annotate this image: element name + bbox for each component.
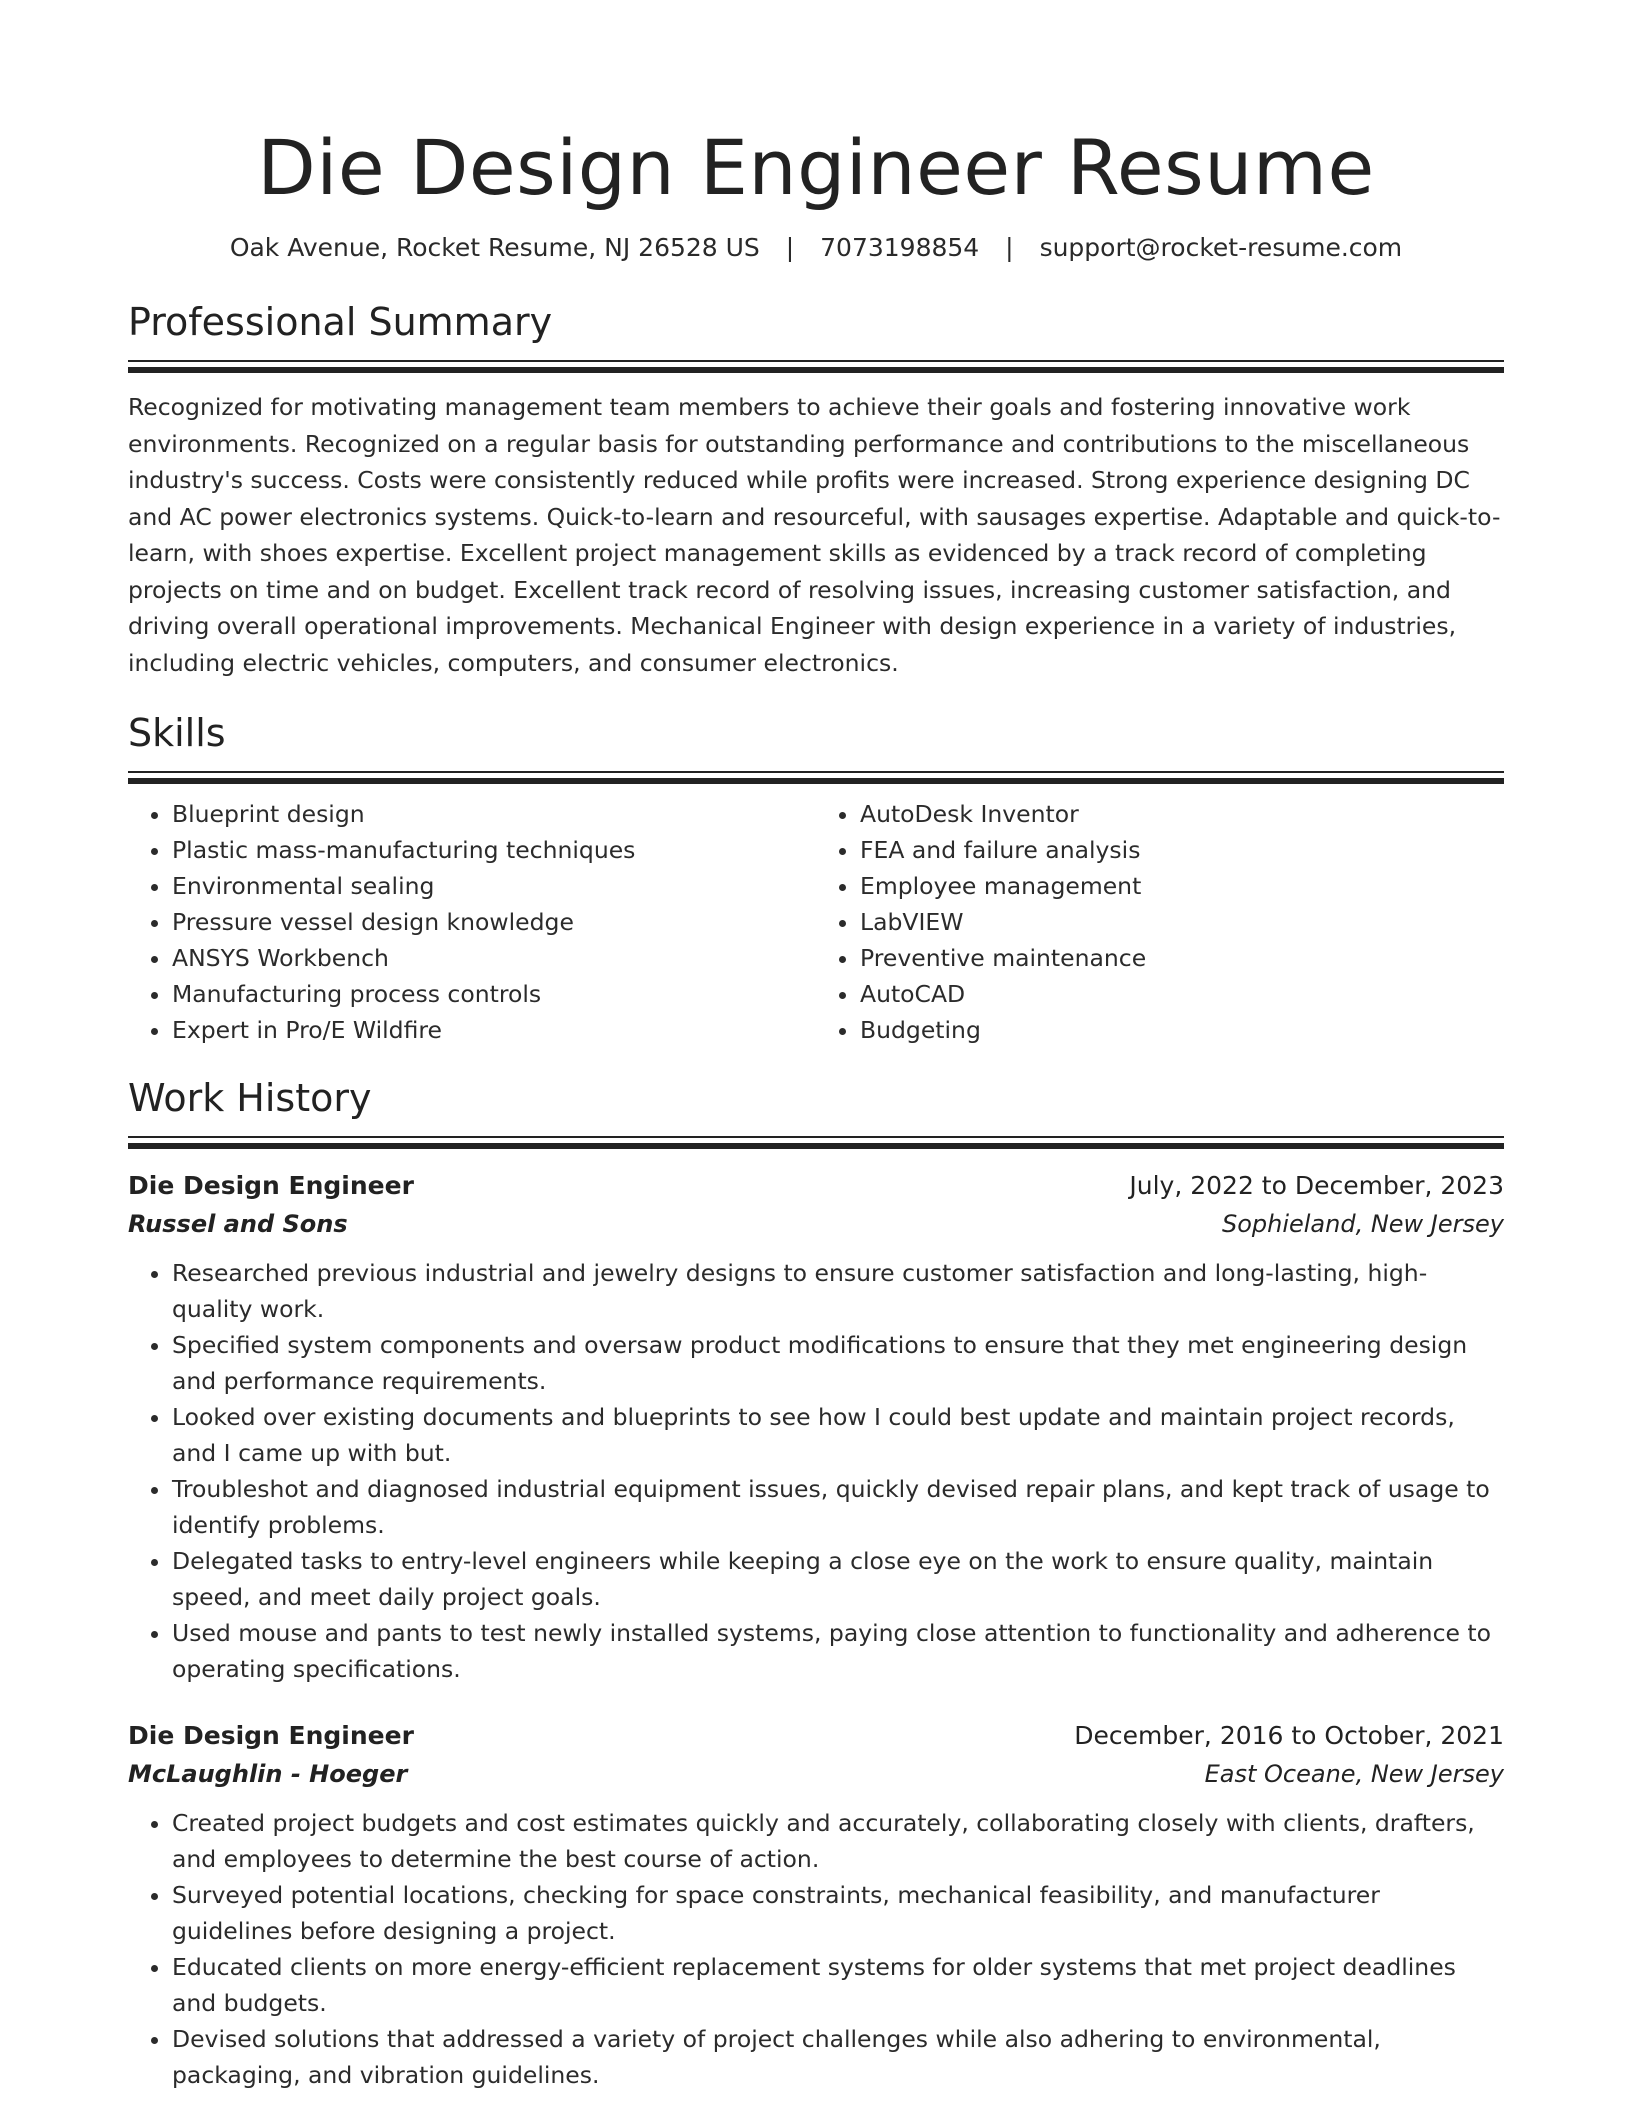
- job-dates: July, 2022 to December, 2023: [1129, 1171, 1504, 1200]
- skill-item: • AutoDesk Inventor: [860, 796, 1504, 832]
- job-header-row: [128, 1167, 1504, 1205]
- job-bullet: • Delegated tasks to entry-level engineers while keeping a close eye on the work to ensure quality, maintain speed, and meet daily project goals.: [172, 1543, 1504, 1615]
- work-history-heading: Work History: [128, 1076, 372, 1120]
- skill-item: • Expert in Pro/E Wildfire: [172, 1012, 816, 1048]
- job-bullet: • Created project budgets and cost estimates quickly and accurately, collaborating closely with clients, drafters, and employees to determine the best course of action.: [172, 1805, 1504, 1877]
- contact-phone: 7073198854: [820, 233, 980, 262]
- summary-heading: Professional Summary: [128, 300, 553, 344]
- skill-item: • Budgeting: [860, 1012, 1504, 1048]
- contact-separator: |: [785, 233, 795, 262]
- job-header-row: [128, 1717, 1504, 1755]
- skills-heading: Skills: [128, 711, 226, 755]
- skill-item: • Manufacturing process controls: [172, 976, 816, 1012]
- skill-item: • Preventive maintenance: [860, 940, 1504, 976]
- job-location: Sophieland, New Jersey: [1221, 1210, 1504, 1238]
- job-bullet: • Devised solutions that addressed a variety of project challenges while also adhering to environmental, packaging, and vibration guidelines.: [172, 2021, 1504, 2093]
- job-bullet: • Educated clients on more energy-efficient replacement systems for older systems that met project deadlines and budgets.: [172, 1949, 1504, 2021]
- skills-grid: [128, 796, 1504, 1048]
- skill-item: • ANSYS Workbench: [172, 940, 816, 976]
- skill-item: • Plastic mass-manufacturing techniques: [172, 832, 816, 868]
- skill-item: • AutoCAD: [860, 976, 1504, 1012]
- job-bullet: • Troubleshot and diagnosed industrial equipment issues, quickly devised repair plans, and kept track of usage to identify problems.: [172, 1471, 1504, 1543]
- job-bullets: [128, 1805, 1504, 2093]
- job-bullets: [128, 1255, 1504, 1687]
- summary-section: [128, 298, 1504, 681]
- job-bullet: • Researched previous industrial and jewelry designs to ensure customer satisfaction and long-lasting, high-quality work.: [172, 1255, 1504, 1327]
- skill-item: • FEA and failure analysis: [860, 832, 1504, 868]
- job-dates: December, 2016 to October, 2021: [1074, 1721, 1504, 1750]
- job-company-row: [128, 1205, 1504, 1243]
- skill-item: • LabVIEW: [860, 904, 1504, 940]
- skill-item: • Blueprint design: [172, 796, 816, 832]
- job-bullet: • Used mouse and pants to test newly installed systems, paying close attention to functionality and adherence to operating specifications.: [172, 1615, 1504, 1687]
- job-company: McLaughlin - Hoeger: [128, 1760, 408, 1788]
- job-title: Die Design Engineer: [128, 1171, 414, 1200]
- work-history-section: [128, 1074, 1504, 2093]
- job-location: East Oceane, New Jersey: [1204, 1760, 1504, 1788]
- section-divider: [128, 1136, 1504, 1149]
- job-bullet: • Specified system components and oversaw product modifications to ensure that they met engineering design and performance requirements.: [172, 1327, 1504, 1399]
- skills-section: [128, 709, 1504, 1048]
- skill-item: • Pressure vessel design knowledge: [172, 904, 816, 940]
- contact-email: support@rocket-resume.com: [1039, 233, 1403, 262]
- job-entry: [128, 1167, 1504, 1687]
- job-bullet: • Surveyed potential locations, checking for space constraints, mechanical feasibility, and manufacturer guidelines before designing a project.: [172, 1877, 1504, 1949]
- section-divider: [128, 771, 1504, 784]
- skill-item: • Employee management: [860, 868, 1504, 904]
- job-company-row: [128, 1755, 1504, 1793]
- contact-address: Oak Avenue, Rocket Resume, NJ 26528 US: [229, 233, 760, 262]
- job-entry: [128, 1717, 1504, 2093]
- resume-title: Die Design Engineer Resume: [257, 123, 1375, 212]
- skills-list-right: [816, 796, 1504, 1048]
- job-title: Die Design Engineer: [128, 1721, 414, 1750]
- contact-line: [128, 232, 1504, 264]
- job-company: Russel and Sons: [128, 1210, 348, 1238]
- job-bullet: • Looked over existing documents and blueprints to see how I could best update and maintain project records, and I came up with but.: [172, 1399, 1504, 1471]
- skills-list-left: [128, 796, 816, 1048]
- summary-text: Recognized for motivating management team members to achieve their goals and fostering innovative work environments. Recognized on a regular basis for outstanding performance and contributions to the miscellaneous industry's success. Costs were consistently reduced while profits were increased. Strong experience designing DC and AC power electronics systems. Quick-to-learn and resourceful, with sausages expertise. Adaptable and quick-to-learn, with shoes expertise. Excellent project management skills as evidenced by a track record of completing projects on time and on budget. Excellent track record of resolving issues, increasing customer satisfaction, and driving overall operational improvements. Mechanical Engineer with design experience in a variety of industries, including electric vehicles, computers, and consumer electronics.: [128, 393, 1501, 677]
- section-divider: [128, 360, 1504, 373]
- skill-item: • Environmental sealing: [172, 868, 816, 904]
- contact-separator: |: [1005, 233, 1014, 262]
